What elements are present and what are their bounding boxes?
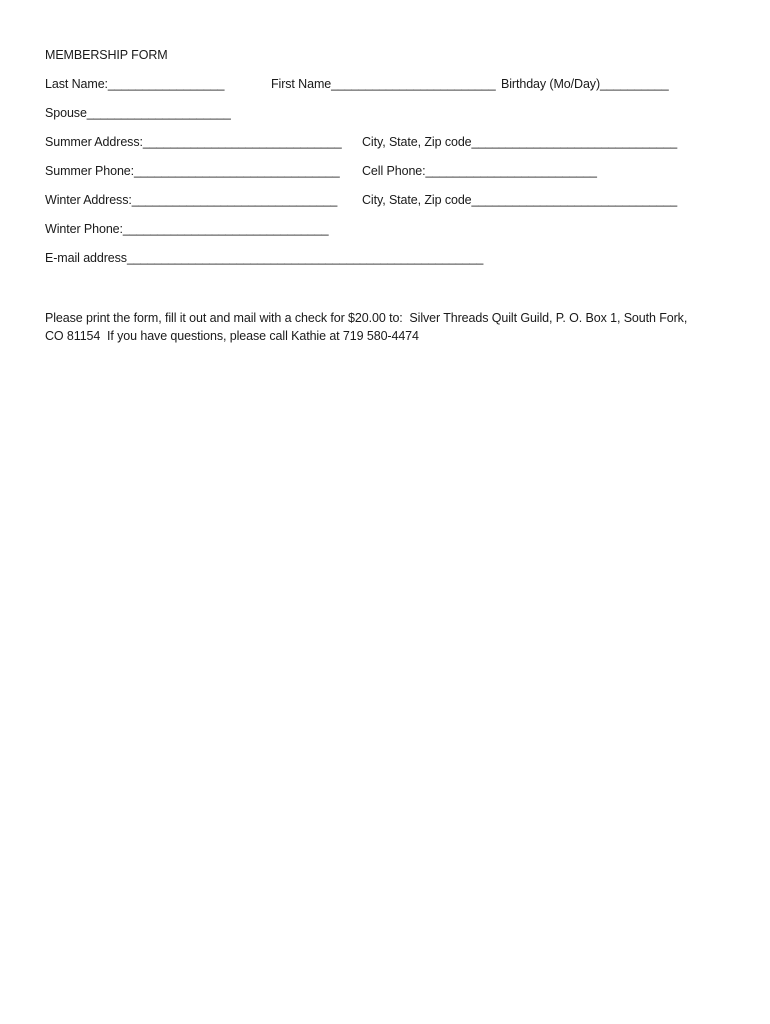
winter-phone-field: Winter Phone:______________________________: [45, 222, 329, 236]
summer-address-field: Summer Address:_____________________________: [45, 135, 342, 149]
instructions-line-2: CO 81154 If you have questions, please call Kathie at 719 580-4474: [45, 329, 419, 343]
instructions-line-1: Please print the form, fill it out and mail with a check for $20.00 to: Silver Threads Quilt Guild, P. O. Box 1, South Fork,: [45, 311, 688, 325]
winter-address-field: Winter Address:______________________________: [45, 193, 338, 207]
form-title: MEMBERSHIP FORM: [45, 48, 168, 62]
birthday-field: Birthday (Mo/Day)__________: [501, 77, 669, 91]
cell-phone-field: Cell Phone:_________________________: [362, 164, 597, 178]
winter-city-state-zip-field: City, State, Zip code______________________________: [362, 193, 678, 207]
first-name-field: First Name________________________: [271, 77, 496, 91]
summer-city-state-zip-field: City, State, Zip code______________________________: [362, 135, 678, 149]
last-name-field: Last Name:_________________: [45, 77, 225, 91]
summer-phone-field: Summer Phone:______________________________: [45, 164, 340, 178]
email-field: E-mail address____________________________________________________: [45, 251, 484, 265]
mailing-instructions: [45, 309, 725, 345]
spouse-field: Spouse_____________________: [45, 106, 231, 120]
